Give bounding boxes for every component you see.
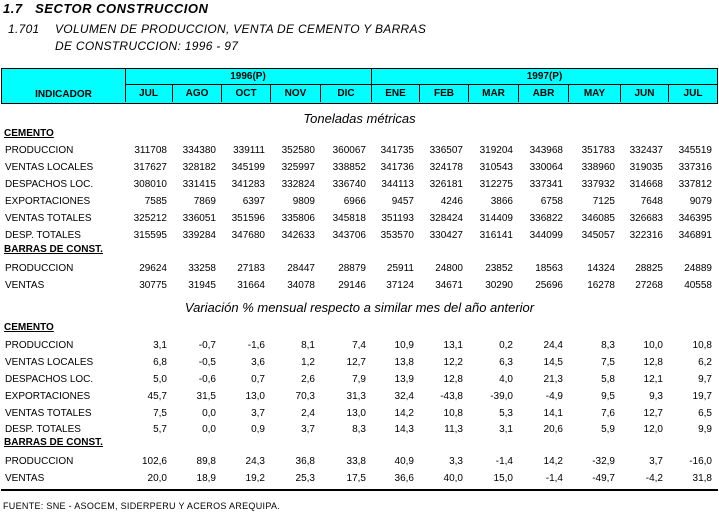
cell-value: 13,9	[394, 374, 414, 385]
cell-value: -43,8	[440, 391, 463, 402]
cell-value: -0,6	[198, 374, 216, 385]
cell-value: 9079	[689, 196, 712, 207]
cell-value: 12,7	[643, 408, 663, 419]
cell-value: 6758	[540, 196, 563, 207]
cell-value: 325212	[133, 213, 167, 224]
table-row	[0, 406, 719, 423]
row-label: VENTAS	[5, 473, 45, 484]
unit-title: Toneladas métricas	[303, 111, 416, 126]
indicator-header	[2, 69, 126, 102]
cell-value: 344113	[381, 179, 414, 190]
section-title-text: SECTOR CONSTRUCCION	[35, 1, 209, 16]
cell-value: 33258	[188, 263, 216, 274]
cell-value: -32,9	[592, 456, 615, 467]
cell-value: 332437	[629, 145, 663, 156]
cell-value: 89,8	[196, 456, 216, 467]
cell-value: 30775	[139, 280, 167, 291]
indicator-header-label: INDICADOR	[35, 89, 92, 100]
cell-value: 322316	[629, 230, 663, 241]
cell-value: 336740	[332, 179, 366, 190]
cell-value: -4,2	[645, 473, 663, 484]
cell-value: 14,1	[543, 408, 563, 419]
cell-value: 335806	[281, 213, 315, 224]
cell-value: 34671	[435, 280, 463, 291]
table-title-line1: VOLUMEN DE PRODUCCION, VENTA DE CEMENTO Y BARRAS	[55, 22, 427, 36]
cell-value: 7869	[193, 196, 216, 207]
month-header: JUN	[621, 85, 669, 102]
cell-value: 25911	[386, 263, 414, 274]
cell-value: 32,4	[394, 391, 414, 402]
cell-value: 10,8	[692, 340, 712, 351]
cell-value: 10,9	[394, 340, 414, 351]
cell-value: 343706	[332, 230, 366, 241]
cell-value: 5,3	[499, 408, 513, 419]
cell-value: 25696	[535, 280, 563, 291]
cell-value: 3,7	[301, 424, 315, 435]
cell-value: 3,7	[251, 408, 265, 419]
cell-value: 346891	[678, 230, 712, 241]
row-label: DESPACHOS LOC.	[5, 179, 94, 190]
cell-value: -1,4	[495, 456, 513, 467]
cell-value: -0,7	[198, 340, 216, 351]
cell-value: 10,0	[643, 340, 663, 351]
cell-value: 6966	[343, 196, 366, 207]
cell-value: 4246	[440, 196, 463, 207]
cell-value: 341735	[380, 145, 414, 156]
table-row	[0, 278, 719, 295]
cell-value: 341736	[380, 162, 414, 173]
cell-value: 4,0	[499, 374, 513, 385]
cell-value: 326683	[629, 213, 663, 224]
cell-value: 33,8	[346, 456, 366, 467]
cell-value: 19,7	[692, 391, 712, 402]
month-header: MAR	[469, 85, 519, 102]
cell-value: 336507	[429, 145, 463, 156]
cell-value: 24800	[435, 263, 463, 274]
cell-value: 12,7	[346, 357, 366, 368]
month-header: JUL	[669, 85, 718, 102]
cell-value: 0,7	[251, 374, 265, 385]
cell-value: 336822	[529, 213, 563, 224]
section-title	[3, 1, 208, 16]
cell-value: 9457	[391, 196, 414, 207]
cell-value: 40558	[684, 280, 712, 291]
cell-value: 31,3	[346, 391, 366, 402]
cell-value: 11,3	[444, 424, 463, 435]
cell-value: 7,5	[601, 357, 615, 368]
table-row	[0, 228, 719, 245]
cell-value: 328424	[429, 213, 463, 224]
row-label: VENTAS LOCALES	[5, 162, 94, 173]
section-number: 1.7	[3, 1, 23, 16]
cell-value: 102,6	[141, 456, 167, 467]
cell-value: 24,4	[543, 340, 563, 351]
cell-value: 30290	[485, 280, 513, 291]
cell-value: 337932	[581, 179, 615, 190]
cell-value: 339111	[233, 145, 265, 156]
row-label: DESP. TOTALES	[5, 424, 81, 435]
cell-value: 6,3	[499, 357, 513, 368]
cell-value: 342633	[281, 230, 315, 241]
cell-value: 7,4	[352, 340, 366, 351]
cell-value: 17,5	[346, 473, 366, 484]
row-label: PRODUCCION	[5, 456, 74, 467]
cell-value: 29624	[139, 263, 167, 274]
table-row	[0, 389, 719, 406]
table-row	[0, 372, 719, 389]
cell-value: 345057	[581, 230, 615, 241]
cell-value: 7,5	[153, 408, 167, 419]
cell-value: 5,9	[601, 424, 615, 435]
cell-value: -0,5	[198, 357, 216, 368]
row-label: VENTAS	[5, 280, 45, 291]
cell-value: -49,7	[592, 473, 615, 484]
month-header: FEB	[420, 85, 469, 102]
year-header: 1996(P)	[125, 69, 372, 85]
row-label: EXPORTACIONES	[5, 196, 91, 207]
month-header: JUL	[125, 85, 173, 102]
cell-value: 18563	[535, 263, 563, 274]
month-header: ABR	[519, 85, 569, 102]
cell-value: 314668	[629, 179, 663, 190]
cell-value: 5,7	[153, 424, 167, 435]
cell-value: 319204	[479, 145, 513, 156]
month-header: DIC	[321, 85, 372, 102]
cell-value: 1,2	[301, 357, 315, 368]
cell-value: 325997	[281, 162, 315, 173]
cell-value: 6,5	[698, 408, 712, 419]
cell-value: 6,8	[153, 357, 167, 368]
cell-value: 6,2	[698, 357, 712, 368]
cell-value: 351193	[381, 213, 414, 224]
cell-value: -16,0	[689, 456, 712, 467]
cell-value: 330427	[429, 230, 463, 241]
cell-value: 3866	[490, 196, 513, 207]
cell-value: 16278	[587, 280, 615, 291]
cell-value: 37124	[386, 280, 414, 291]
table-row	[0, 471, 719, 488]
cell-value: 7125	[592, 196, 615, 207]
source-note: FUENTE: SNE - ASOCEM, SIDERPERU Y ACEROS AREQUIPA.	[3, 501, 281, 511]
cell-value: 0,9	[251, 424, 265, 435]
cell-value: 341283	[231, 179, 265, 190]
cell-value: 3,7	[649, 456, 663, 467]
cell-value: 7,9	[352, 374, 366, 385]
cell-value: 345199	[231, 162, 265, 173]
cell-value: 319035	[629, 162, 663, 173]
cell-value: 317627	[133, 162, 167, 173]
cell-value: 3,1	[153, 340, 167, 351]
cell-value: 326181	[429, 179, 463, 190]
cell-value: 12,2	[443, 357, 463, 368]
cell-value: 338852	[332, 162, 366, 173]
cell-value: 336051	[182, 213, 216, 224]
cell-value: 31,8	[692, 473, 712, 484]
cell-value: 360067	[332, 145, 366, 156]
year-header: 1997(P)	[372, 69, 718, 85]
cell-value: 12,1	[643, 374, 663, 385]
cell-value: 9,3	[649, 391, 663, 402]
cell-value: 3,3	[449, 456, 463, 467]
cell-value: 13,0	[346, 408, 366, 419]
cell-value: 21,3	[543, 374, 563, 385]
cell-value: 20,6	[543, 424, 563, 435]
cell-value: 2,4	[301, 408, 315, 419]
cell-value: 345818	[332, 213, 366, 224]
cell-value: 2,6	[301, 374, 315, 385]
cell-value: 31664	[237, 280, 265, 291]
cell-value: -4,9	[545, 391, 563, 402]
cell-value: 23852	[485, 263, 513, 274]
cell-value: 15,0	[493, 473, 513, 484]
row-label: PRODUCCION	[5, 263, 74, 274]
cell-value: 347680	[231, 230, 265, 241]
table-number: 1.701	[8, 22, 40, 36]
row-label: PRODUCCION	[5, 145, 74, 156]
cell-value: 29146	[338, 280, 366, 291]
cell-value: 353570	[380, 230, 414, 241]
cell-value: 337316	[678, 162, 712, 173]
cell-value: 9,9	[698, 424, 712, 435]
cell-value: 28825	[635, 263, 663, 274]
table-title-line2: DE CONSTRUCCION: 1996 - 97	[55, 39, 239, 53]
cell-value: 343968	[529, 145, 563, 156]
month-header: MAY	[569, 85, 621, 102]
cell-value: -1,6	[247, 340, 265, 351]
group-heading: CEMENTO	[4, 322, 54, 333]
cell-value: 10,8	[443, 408, 463, 419]
cell-value: 70,3	[295, 391, 315, 402]
cell-value: 18,9	[196, 473, 216, 484]
table-row	[0, 211, 719, 228]
cell-value: 7648	[640, 196, 663, 207]
row-label: VENTAS TOTALES	[5, 408, 92, 419]
cell-value: 9809	[292, 196, 315, 207]
cell-value: 8,1	[301, 340, 315, 351]
cell-value: 14,5	[543, 357, 563, 368]
table-row	[0, 261, 719, 278]
cell-value: 14,2	[394, 408, 414, 419]
row-label: DESP. TOTALES	[5, 230, 81, 241]
cell-value: 14,3	[394, 424, 414, 435]
cell-value: 14324	[587, 263, 615, 274]
cell-value: 24,3	[245, 456, 265, 467]
table-row	[0, 338, 719, 355]
cell-value: 344099	[529, 230, 563, 241]
cell-value: 45,7	[147, 391, 167, 402]
table-title	[8, 21, 426, 55]
cell-value: 31,5	[196, 391, 216, 402]
cell-value: 6397	[242, 196, 265, 207]
group-heading: CEMENTO	[4, 128, 54, 139]
month-header: OCT	[222, 85, 271, 102]
table-row	[0, 194, 719, 211]
month-header: NOV	[271, 85, 321, 102]
cell-value: 337341	[529, 179, 563, 190]
cell-value: 334380	[182, 145, 216, 156]
cell-value: 0,0	[202, 424, 216, 435]
cell-value: 25,3	[295, 473, 315, 484]
cell-value: 5,8	[601, 374, 615, 385]
cell-value: 8,3	[352, 424, 366, 435]
row-label: VENTAS TOTALES	[5, 213, 92, 224]
cell-value: 0,0	[202, 408, 216, 419]
cell-value: 28447	[287, 263, 315, 274]
cell-value: 31945	[188, 280, 216, 291]
cell-value: 312275	[479, 179, 513, 190]
cell-value: 324178	[429, 162, 463, 173]
cell-value: 331415	[182, 179, 216, 190]
table-row	[0, 160, 719, 177]
cell-value: 352580	[281, 145, 315, 156]
row-label: EXPORTACIONES	[5, 391, 91, 402]
cell-value: 7585	[144, 196, 167, 207]
cell-value: 316141	[479, 230, 513, 241]
cell-value: 40,0	[443, 473, 463, 484]
cell-value: 328182	[182, 162, 216, 173]
cell-value: 351783	[581, 145, 615, 156]
group-heading: BARRAS DE CONST.	[4, 437, 103, 448]
cell-value: 27183	[237, 263, 265, 274]
cell-value: 339284	[182, 230, 216, 241]
cell-value: 14,2	[543, 456, 563, 467]
cell-value: 311708	[134, 145, 167, 156]
cell-value: 20,0	[147, 473, 167, 484]
cell-value: 3,1	[499, 424, 513, 435]
row-label: VENTAS LOCALES	[5, 357, 94, 368]
cell-value: 346085	[581, 213, 615, 224]
cell-value: 5,0	[153, 374, 167, 385]
table-row	[0, 143, 719, 160]
table-row	[0, 355, 719, 372]
cell-value: 345519	[678, 145, 712, 156]
bottom-rule	[1, 489, 718, 491]
cell-value: 8,3	[601, 340, 615, 351]
cell-value: 332824	[281, 179, 315, 190]
table-row	[0, 422, 719, 439]
cell-value: 314409	[479, 213, 513, 224]
cell-value: 13,8	[394, 357, 414, 368]
unit-title: Variación % mensual respecto a similar mes del año anterior	[184, 300, 535, 315]
cell-value: -1,4	[545, 473, 563, 484]
cell-value: 3,6	[251, 357, 265, 368]
month-header: ENE	[372, 85, 420, 102]
row-label: DESPACHOS LOC.	[5, 374, 94, 385]
cell-value: 12,0	[643, 424, 663, 435]
row-label: PRODUCCION	[5, 340, 74, 351]
cell-value: 13,0	[245, 391, 265, 402]
cell-value: 27268	[635, 280, 663, 291]
cell-value: 346395	[678, 213, 712, 224]
cell-value: 9,7	[698, 374, 712, 385]
cell-value: 330064	[529, 162, 563, 173]
table-header	[1, 68, 718, 104]
cell-value: 19,2	[245, 473, 265, 484]
cell-value: 338960	[581, 162, 615, 173]
cell-value: -39,0	[490, 391, 513, 402]
cell-value: 36,6	[394, 473, 414, 484]
group-heading: BARRAS DE CONST.	[4, 244, 103, 255]
cell-value: 351596	[231, 213, 265, 224]
cell-value: 0,2	[499, 340, 513, 351]
cell-value: 7,6	[601, 408, 615, 419]
cell-value: 36,8	[295, 456, 315, 467]
cell-value: 13,1	[443, 340, 463, 351]
table-row	[0, 454, 719, 471]
table-row	[0, 177, 719, 194]
cell-value: 34078	[287, 280, 315, 291]
cell-value: 337812	[678, 179, 712, 190]
cell-value: 9,5	[601, 391, 615, 402]
cell-value: 308010	[133, 179, 167, 190]
cell-value: 315595	[133, 230, 167, 241]
cell-value: 310543	[479, 162, 513, 173]
month-header: AGO	[173, 85, 222, 102]
cell-value: 12,8	[643, 357, 663, 368]
cell-value: 40,9	[394, 456, 414, 467]
cell-value: 24889	[684, 263, 712, 274]
cell-value: 12,8	[443, 374, 463, 385]
cell-value: 28879	[338, 263, 366, 274]
